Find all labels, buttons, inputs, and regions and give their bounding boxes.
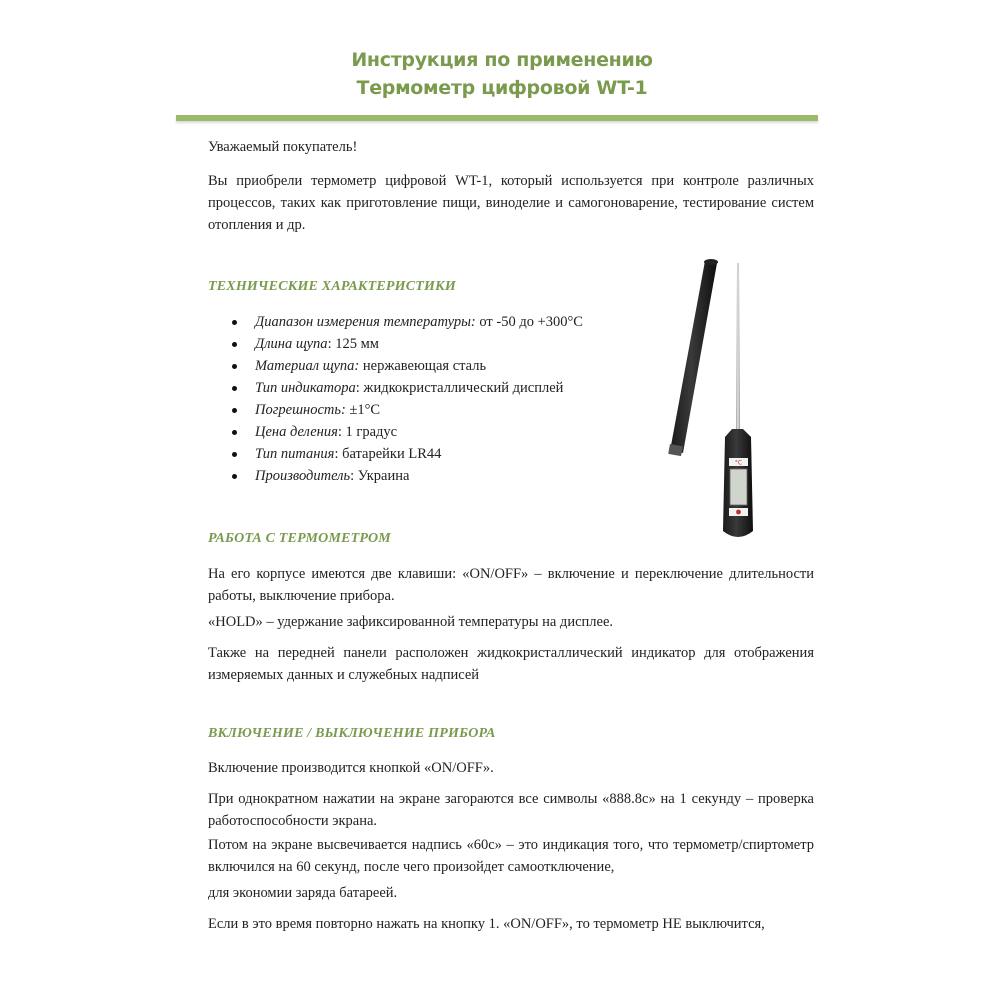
power-heading: ВКЛЮЧЕНИЕ / ВЫКЛЮЧЕНИЕ ПРИБОРА xyxy=(208,726,496,741)
header-divider xyxy=(176,115,818,121)
thermometer-image xyxy=(655,255,785,545)
operation-paragraph-3: Также на передней панели расположен жидкокристаллический индикатор для отображения измеряемых данных и служебных надписей xyxy=(208,645,814,683)
spec-item xyxy=(228,333,583,355)
spec-value: : 1 градус xyxy=(337,424,398,440)
spec-item xyxy=(228,443,583,465)
spec-value: : жидкокристаллический дисплей xyxy=(355,380,564,396)
spec-value: нержавеющая сталь xyxy=(359,358,487,374)
specs-list xyxy=(228,311,583,487)
spec-label: Погрешность: xyxy=(255,402,346,418)
specs-heading: ТЕХНИЧЕСКИЕ ХАРАКТЕРИСТИКИ xyxy=(208,279,456,294)
spec-item xyxy=(228,465,583,487)
spec-label: Диапазон измерения температуры: xyxy=(255,314,476,330)
spec-label: Длина щупа xyxy=(255,336,328,352)
document-title-line-1: Инструкция по применению xyxy=(351,49,653,71)
power-paragraph-5: Если в это время повторно нажать на кнопку 1. «ON/OFF», то термометр НЕ выключится, xyxy=(208,916,765,932)
spec-item xyxy=(228,355,583,377)
spec-value: : Украина xyxy=(350,468,410,484)
protective-sleeve xyxy=(668,259,718,456)
spec-item xyxy=(228,399,583,421)
power-paragraph-3: Потом на экране высвечивается надпись «60с» – это индикация того, что термометр/спиртометр включился на 60 секунд, после чего произойдет самоотключение, xyxy=(208,837,814,875)
document-title-line-2: Термометр цифровой WT-1 xyxy=(356,77,648,99)
spec-label: Тип индикатора xyxy=(255,380,356,396)
greeting: Уважаемый покупатель! xyxy=(208,139,358,155)
spec-value: от -50 до +300°С xyxy=(475,314,583,330)
spec-label: Тип питания xyxy=(255,446,335,462)
spec-item xyxy=(228,377,583,399)
spec-item xyxy=(228,311,583,333)
svg-text:°C: °C xyxy=(734,459,743,467)
power-paragraph-4: для экономии заряда батареей. xyxy=(208,885,398,901)
operation-heading: РАБОТА С ТЕРМОМЕТРОМ xyxy=(208,531,391,546)
probe-needle xyxy=(736,263,740,433)
power-paragraph-2: При однократном нажатии на экране загораются все символы «888.8с» на 1 секунду – проверка работоспособности экрана. xyxy=(208,791,814,829)
spec-label: Производитель xyxy=(255,468,351,484)
thermometer-body xyxy=(723,429,753,537)
intro-paragraph: Вы приобрели термометр цифровой WT-1, который используется при контроле различных процессов, таких как приготовление пищи, виноделие и самогоноварение, тестирование систем отопления и др. xyxy=(208,173,814,233)
spec-value: : 125 мм xyxy=(327,336,379,352)
operation-paragraph-1: На его корпусе имеются две клавиши: «ON/OFF» – включение и переключение длительности работы, выключение прибора. xyxy=(208,566,814,604)
spec-item xyxy=(228,421,583,443)
power-paragraph-1: Включение производится кнопкой «ON/OFF». xyxy=(208,760,494,776)
spec-label: Материал щупа: xyxy=(255,358,360,374)
spec-value: ±1°С xyxy=(345,402,381,418)
spec-value: : батарейки LR44 xyxy=(334,446,442,462)
spec-label: Цена деления xyxy=(255,424,338,440)
operation-paragraph-2: «HOLD» – удержание зафиксированной температуры на дисплее. xyxy=(208,614,614,630)
